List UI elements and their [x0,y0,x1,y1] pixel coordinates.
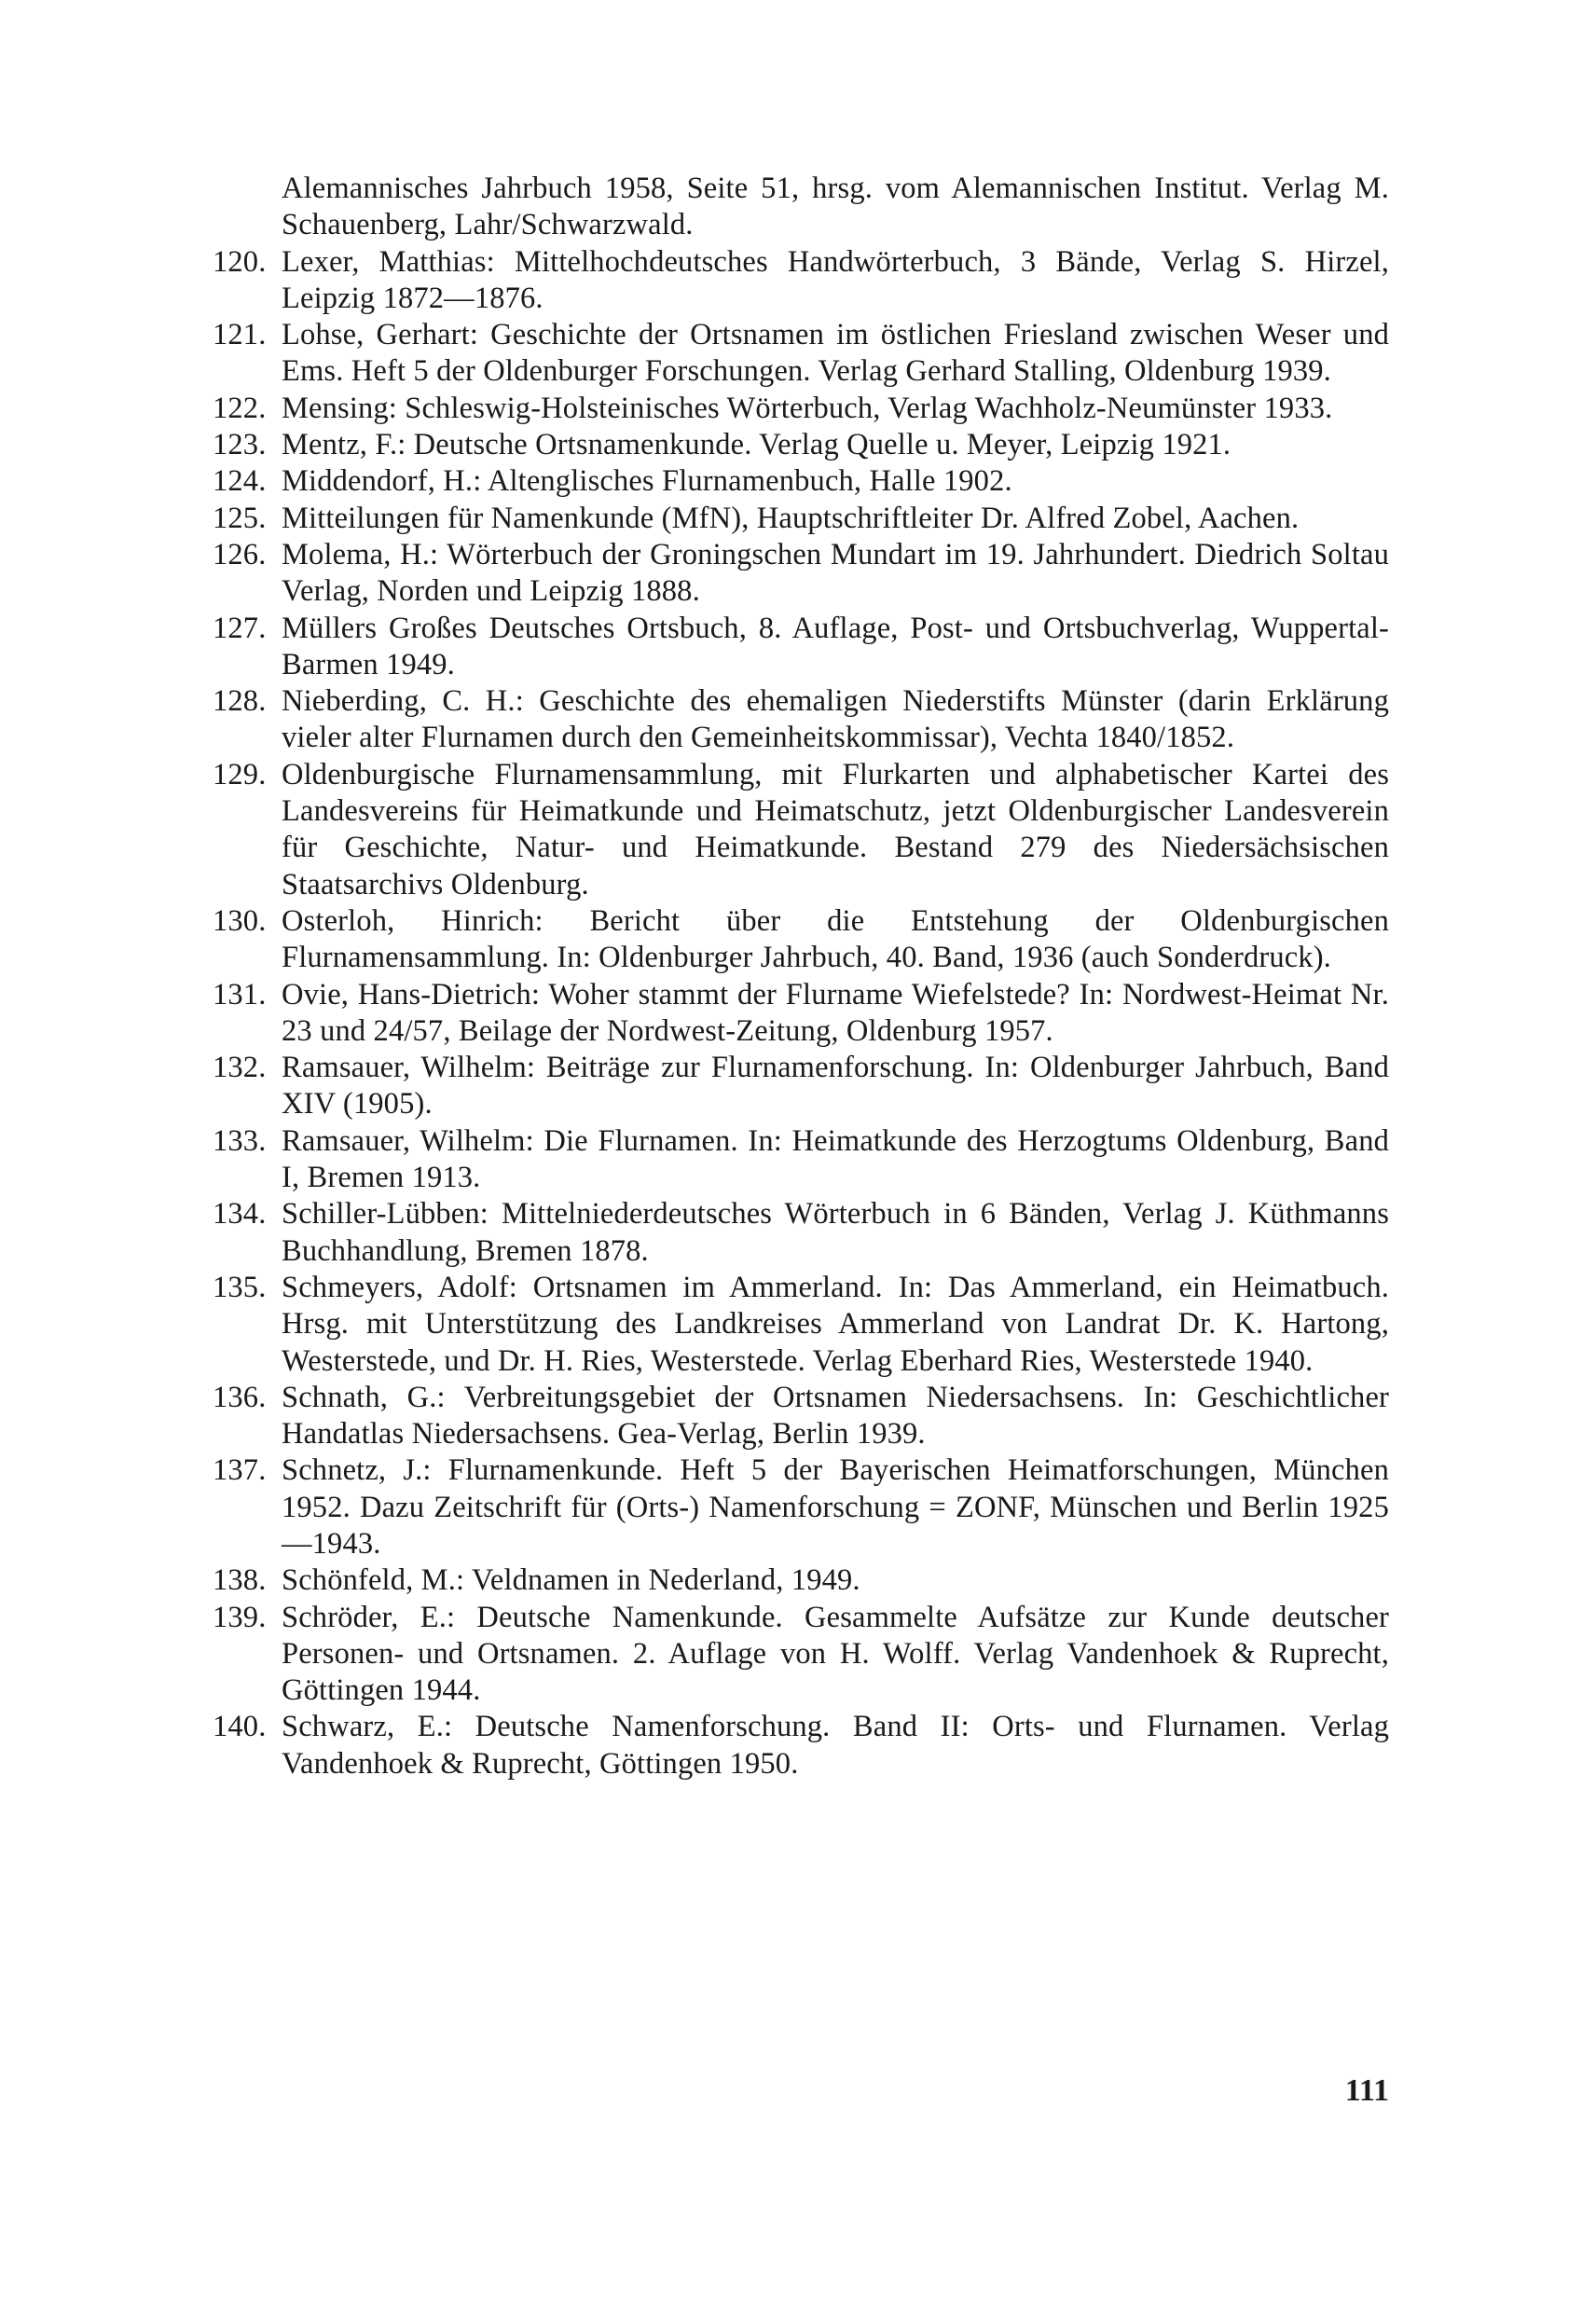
entry-number: 131. [213,977,267,1012]
entry-text: Lohse, Gerhart: Geschichte der Ortsnamen im östlichen Friesland zwischen Weser und Ems. Heft 5 der Oldenburger Forschungen. Verlag Gerhard Stalling, Oldenburg 1939. [282,318,1389,389]
entry-number: 129. [213,757,267,791]
entry-text: Middendorf, H.: Altenglisches Flurnamenbuch, Halle 1902. [282,464,1012,499]
entry-text: Oldenburgische Flurnamensammlung, mit Flurkarten und alphabetischer Kartei des Landesvereins für Heimatkunde und Heimatschutz, jetzt Oldenburgischer Landesverein für Geschichte, Natur- und Heimatkunde. Bestand 279 des Niedersächsischen Staatsarchivs Oldenburg. [282,757,1389,901]
entry-text: Schönfeld, M.: Veldnamen in Nederland, 1949. [282,1563,860,1598]
entry-number: 132. [213,1051,267,1085]
entry-text: Schiller-Lübben: Mittelniederdeutsches Wörterbuch in 6 Bänden, Verlag J. Küthmanns Buchhandlung, Bremen 1878. [282,1197,1389,1268]
bibliography-entry [213,977,1389,1051]
bibliography-entry [213,463,1389,500]
bibliography-entry [213,903,1389,977]
bibliography-entry [213,1123,1389,1197]
entry-number: 121. [213,318,267,352]
bibliography-entry [213,501,1389,537]
entry-number: 126. [213,537,267,571]
page-number: 111 [1344,2073,1389,2108]
entry-number: 120. [213,244,267,279]
entry-number: 125. [213,501,267,535]
bibliography-entry-continuation [213,171,1389,244]
entry-text: Molema, H.: Wörterbuch der Groningschen Mundart im 19. Jahrhundert. Diedrich Soltau Verlag, Norden und Leipzig 1888. [282,537,1389,609]
entry-number: 137. [213,1453,267,1488]
entry-text: Alemannisches Jahrbuch 1958, Seite 51, hrsg. vom Alemannischen Institut. Verlag M. Schauenberg, Lahr/Schwarzwald. [282,172,1389,242]
bibliography-entry [213,1709,1389,1782]
bibliography-entry [213,317,1389,391]
bibliography-entry [213,1452,1389,1562]
entry-text: Schröder, E.: Deutsche Namenkunde. Gesammelte Aufsätze zur Kunde deutscher Personen- und Ortsnamen. 2. Auflage von H. Wolff. Verlag Vandenhoek & Ruprecht, Göttingen 1944. [282,1600,1389,1708]
entry-number: 139. [213,1600,267,1634]
bibliography-entry [213,427,1389,463]
entry-text: Mentz, F.: Deutsche Ortsnamenkunde. Verlag Quelle u. Meyer, Leipzig 1921. [282,428,1231,462]
entry-number: 135. [213,1270,267,1304]
entry-number: 123. [213,428,267,462]
entry-text: Ramsauer, Wilhelm: Die Flurnamen. In: Heimatkunde des Herzogtums Oldenburg, Band I, Bremen 1913. [282,1123,1389,1195]
entry-number: 124. [213,464,267,499]
bibliography-entry [213,391,1389,427]
entry-text: Müllers Großes Deutsches Ortsbuch, 8. Auflage, Post- und Ortsbuchverlag, Wuppertal-Barmen 1949. [282,611,1389,681]
entry-number: 136. [213,1380,267,1414]
entry-text: Nieberding, C. H.: Geschichte des ehemaligen Niederstifts Münster (darin Erklärung vieler alter Flurnamen durch den Gemeinheitskommissar), Vechta 1840/1852. [282,684,1389,755]
entry-number: 128. [213,684,267,719]
entry-number: 134. [213,1197,267,1232]
entry-text: Lexer, Matthias: Mittelhochdeutsches Handwörterbuch, 3 Bände, Verlag S. Hirzel, Leipzig 1872—1876. [282,244,1389,315]
entry-number: 122. [213,391,267,425]
bibliography-entry [213,537,1389,611]
entry-text: Schwarz, E.: Deutsche Namenforschung. Band II: Orts- und Flurnamen. Verlag Vandenhoek & Ruprecht, Göttingen 1950. [282,1710,1389,1781]
bibliography-list [213,171,1389,1782]
entry-text: Ovie, Hans-Dietrich: Woher stammt der Flurname Wiefelstede? In: Nordwest-Heimat Nr. 23 und 24/57, Beilage der Nordwest-Zeitung, Oldenburg 1957. [282,977,1389,1048]
entry-number: 140. [213,1710,267,1744]
bibliography-entry [213,244,1389,318]
bibliography-entry [213,1196,1389,1270]
entry-text: Mitteilungen für Namenkunde (MfN), Hauptschriftleiter Dr. Alfred Zobel, Aachen. [282,501,1300,535]
entry-number: 138. [213,1563,267,1598]
bibliography-entry [213,1562,1389,1599]
entry-text: Ramsauer, Wilhelm: Beiträge zur Flurnamenforschung. In: Oldenburger Jahrbuch, Band XIV (1905). [282,1051,1389,1122]
bibliography-entry [213,1270,1389,1380]
bibliography-entry [213,1380,1389,1453]
entry-text: Osterloh, Hinrich: Bericht über die Entstehung der Oldenburgischen Flurnamensammlung. In: Oldenburger Jahrbuch, 40. Band, 1936 (auch Sonderdruck). [282,903,1389,975]
entry-text: Schmeyers, Adolf: Ortsnamen im Ammerland. In: Das Ammerland, ein Heimatbuch. Hrsg. mit Unterstützung des Landkreises Ammerland von Landrat Dr. K. Hartong, Westerstede, und Dr. H. Ries, Westerstede. Verlag Eberhard Ries, Westerstede 1940. [282,1270,1389,1378]
bibliography-entry [213,683,1389,757]
entry-text: Mensing: Schleswig-Holsteinisches Wörterbuch, Verlag Wachholz-Neumünster 1933. [282,391,1333,425]
bibliography-entry [213,611,1389,684]
bibliography-entry [213,1050,1389,1123]
bibliography-entry [213,1600,1389,1710]
bibliography-entry [213,757,1389,903]
entry-number: 130. [213,903,267,938]
entry-number: 127. [213,611,267,645]
entry-text: Schnath, G.: Verbreitungsgebiet der Ortsnamen Niedersachsens. In: Geschichtlicher Handatlas Niedersachsens. Gea-Verlag, Berlin 1939. [282,1380,1389,1452]
entry-text: Schnetz, J.: Flurnamenkunde. Heft 5 der Bayerischen Heimatforschungen, München 1952. Dazu Zeitschrift für (Orts-) Namenforschung = ZONF, Münschen und Berlin 1925—1943. [282,1453,1389,1561]
entry-number: 133. [213,1123,267,1158]
